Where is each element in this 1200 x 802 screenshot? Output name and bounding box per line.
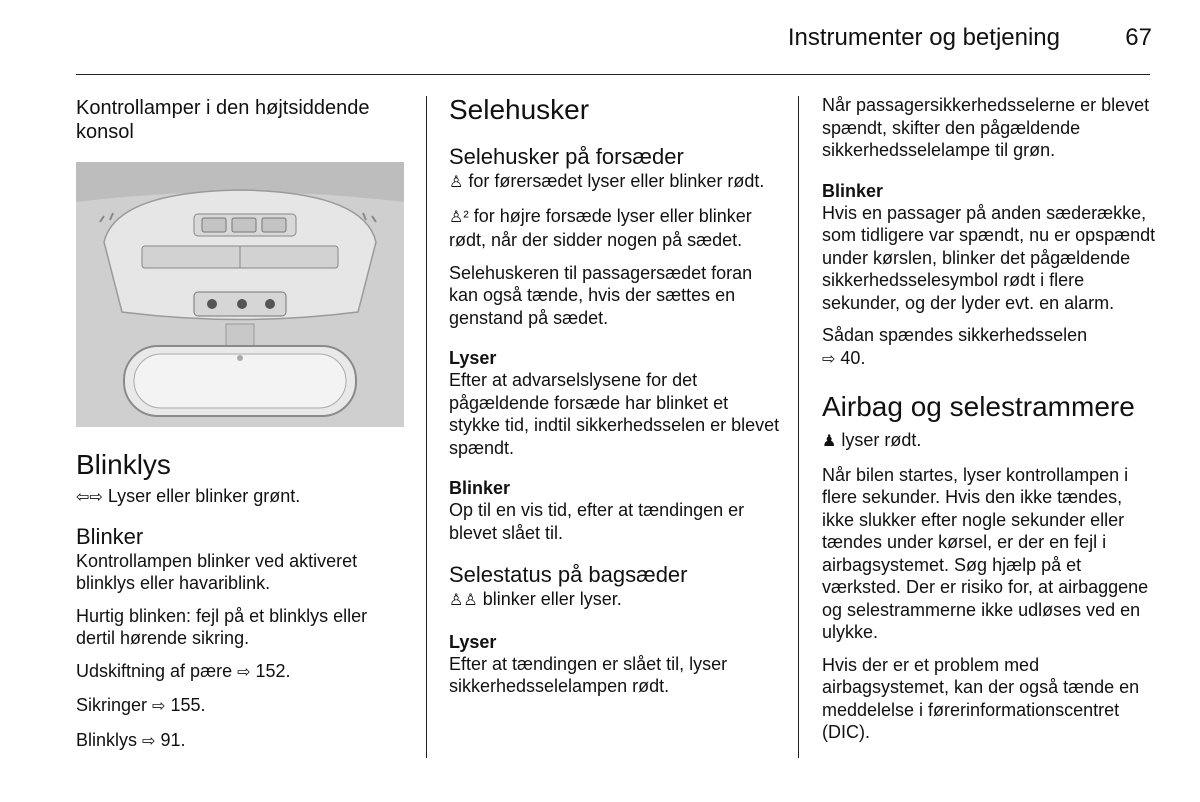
blinker-paragraph-2: Hurtig blinken: fejl på et blinklys eller dertil hørende sikring. bbox=[76, 605, 368, 648]
page-header-title: Instrumenter og betjening bbox=[787, 24, 1060, 51]
airbag-icon: ♟ bbox=[822, 433, 837, 450]
passenger-seat-line bbox=[449, 205, 781, 252]
column-divider-2 bbox=[798, 96, 799, 758]
ref-page: 155. bbox=[170, 695, 206, 715]
rear-seat-text: blinker eller lyser. bbox=[482, 589, 622, 609]
subheading-front-seats: Selehusker på forsæder bbox=[449, 144, 684, 169]
section-title-selehusker: Selehusker bbox=[449, 94, 590, 125]
section-heading-console: Kontrollamper i den højtsiddende konsol bbox=[76, 97, 370, 143]
column-2 bbox=[449, 94, 781, 698]
driver-seat-text: for førersædet lyser eller blinker rødt. bbox=[468, 171, 765, 191]
rear-seat-line bbox=[449, 588, 781, 613]
page-number: 67 bbox=[1125, 24, 1152, 51]
lyser-paragraph: Efter at advarselslysene for det pågældende forsæde har blinket et stykke tid, indtil sikkerhedsselen er blevet spændt. bbox=[449, 370, 780, 458]
ref-text: Sikringer bbox=[76, 695, 148, 715]
ref-fasten-seatbelt bbox=[822, 324, 1156, 371]
arrow-ref-icon: ⇨ bbox=[822, 350, 836, 368]
ref-text: Sådan spændes sikkerhedsselen bbox=[822, 325, 1088, 345]
second-row-paragraph: Hvis en passager på anden sæderække, som tidligere var spændt, nu er opspændt under kørslen, blinker det pågældende sikkerhedsselesymbol rødt i flere sekunder, og der lyder evt. en alarm. bbox=[822, 202, 1156, 313]
blinker-paragraph-1: Kontrollampen blinker ved aktiveret blinklys eller havariblink. bbox=[76, 550, 358, 593]
subheading-lyser: Lyser bbox=[449, 348, 497, 368]
column-divider-1 bbox=[426, 96, 427, 758]
subheading-blinker: Blinker bbox=[822, 180, 884, 201]
subheading-lyser-2: Lyser bbox=[449, 631, 497, 652]
turn-signal-icon: ⇦⇨ bbox=[76, 489, 103, 506]
arrow-ref-icon: ⇨ bbox=[237, 663, 251, 681]
ref-blinklys bbox=[76, 729, 406, 754]
airbag-dic-paragraph: Hvis der er et problem med airbagsystemet, kan der også tænde en meddelelse i førerinformationscentret (DIC). bbox=[822, 654, 1140, 742]
overhead-console-photo bbox=[76, 162, 404, 427]
airbag-line bbox=[822, 429, 1156, 454]
airbag-text: lyser rødt. bbox=[841, 430, 922, 450]
section-title-airbag: Airbag og selestrammere bbox=[822, 391, 1135, 422]
subheading-rear-seats: Selestatus på bagsæder bbox=[449, 562, 688, 587]
section-title-blinklys: Blinklys bbox=[76, 449, 171, 480]
header-rule bbox=[76, 74, 1150, 75]
arrow-ref-icon: ⇨ bbox=[152, 698, 166, 715]
subheading-blinker: Blinker bbox=[449, 478, 511, 498]
blinker-paragraph: Op til en vis tid, efter at tændingen er blevet slået til. bbox=[449, 500, 745, 543]
ref-page: 40. bbox=[840, 347, 866, 368]
lyser-paragraph-2: Efter at tændingen er slået til, lyser sikkerhedsselelampen rødt. bbox=[449, 653, 728, 696]
airbag-startup-paragraph: Når bilen startes, lyser kontrollampen i flere sekunder. Hvis den ikke tændes, ikke slukker efter nogle sekunder eller tændes under kørsel, er der en fejl i airbagsystemet. Søg hjælp på et værksted. Der er risiko for, at airbaggene og selestrammerne ikke udløses ved en ulykke. bbox=[822, 464, 1149, 642]
blinklys-text: Lyser eller blinker grønt. bbox=[107, 486, 301, 506]
ref-text: Blinklys bbox=[76, 729, 138, 750]
ref-text: Udskiftning af pære bbox=[76, 660, 233, 681]
driver-seat-line bbox=[449, 170, 781, 195]
arrow-ref-icon: ⇨ bbox=[142, 732, 156, 750]
subheading-blinker: Blinker bbox=[76, 523, 144, 549]
passenger-seat-text: for højre forsæde lyser eller blinker rødt, når der sidder nogen på sædet. bbox=[449, 205, 752, 250]
seatbelt-driver-icon: ♙ bbox=[449, 174, 464, 191]
passenger-reminder-paragraph: Selehuskeren til passagersædet foran kan også tænde, hvis der sættes en genstand på sædet. bbox=[449, 262, 753, 328]
seatbelt-rear-icon: ♙♙ bbox=[449, 592, 478, 609]
ref-page: 91. bbox=[160, 729, 186, 750]
blinklys-line bbox=[76, 485, 406, 510]
column-3 bbox=[822, 94, 1156, 744]
passenger-belt-green-paragraph: Når passagersikkerhedsselerne er blevet spændt, skifter den pågældende sikkerhedsselelampe til grøn. bbox=[822, 95, 1150, 160]
ref-page: 152. bbox=[255, 660, 291, 681]
ref-bulb-replacement bbox=[76, 660, 406, 685]
column-1 bbox=[76, 96, 406, 753]
seatbelt-passenger-icon: ♙² bbox=[449, 208, 469, 226]
ref-fuses bbox=[76, 694, 406, 719]
